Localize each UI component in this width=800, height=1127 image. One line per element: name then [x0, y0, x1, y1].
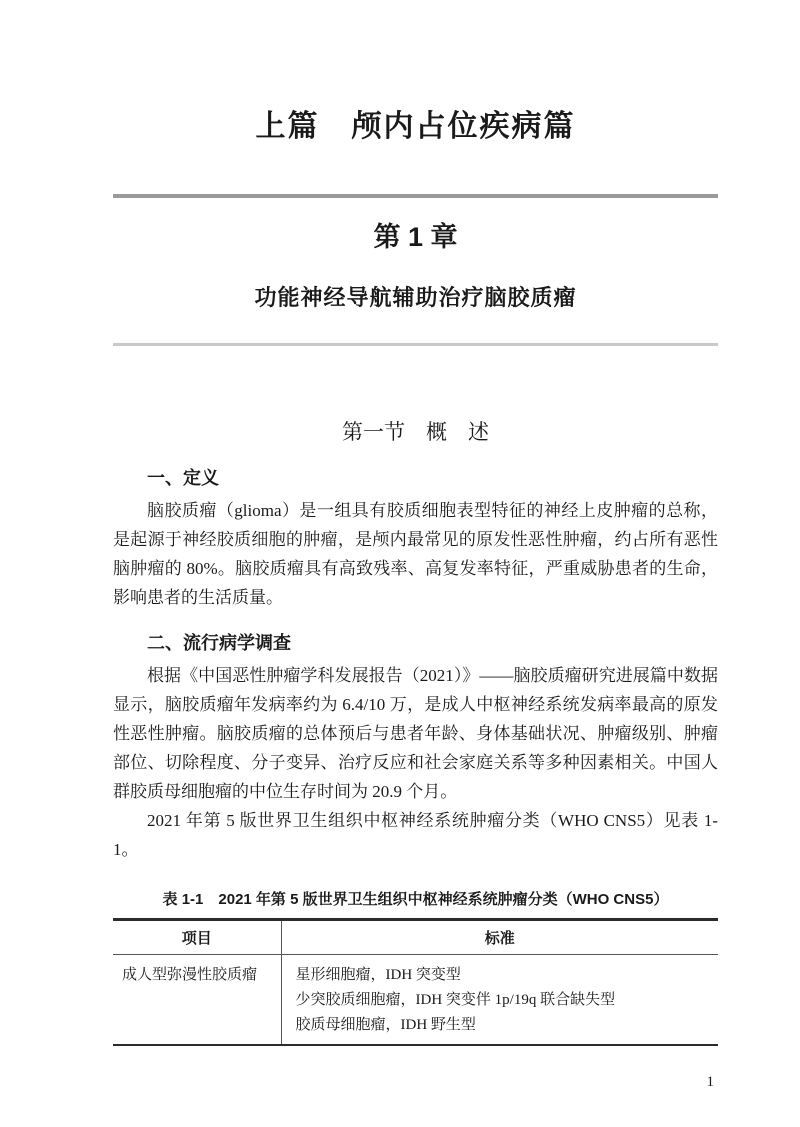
table-header-item: 项目 — [113, 920, 281, 955]
paragraph-epidemiology: 根据《中国恶性肿瘤学科发展报告（2021）》——脑胶质瘤研究进展篇中数据显示，脑胶质瘤年发病率约为 6.4/10 万，是成人中枢神经系统发病率最高的原发性恶性肿瘤。脑胶质瘤的总体预后与患者年龄、身体基础状况、肿瘤级别、肿瘤部位、切除程度、分子变异、治疗反应和社会家庭关系等多种因素相关。中国人群胶质母细胞瘤的中位生存时间为 20.9 个月。 — [113, 666, 718, 801]
subheading-epidemiology: 二、流行病学调查 — [147, 633, 291, 653]
table-cell-criteria — [281, 955, 718, 1046]
part-title: 上篇 颅内占位疾病篇 — [255, 110, 576, 143]
table-header — [113, 920, 718, 955]
table-row — [113, 955, 718, 1046]
subheading-definition: 一、定义 — [147, 468, 219, 488]
paragraph-who-classification: 2021 年第 5 版世界卫生组织中枢神经系统肿瘤分类（WHO CNS5）见表 1-1。 — [113, 811, 718, 859]
table-header-criteria: 标准 — [281, 920, 718, 955]
page-number: 1 — [706, 1074, 714, 1090]
divider-above-chapter — [113, 194, 718, 198]
who-cns5-table — [113, 918, 718, 1046]
criteria-line: 少突胶质细胞瘤，IDH 突变伴 1p/19q 联合缺失型 — [295, 992, 616, 1008]
criteria-line: 胶质母细胞瘤，IDH 野生型 — [295, 1017, 476, 1033]
section-title: 第一节 概 述 — [342, 420, 489, 444]
table-header-row — [113, 920, 718, 955]
chapter-number: 第 1 章 — [373, 222, 458, 252]
criteria-line: 星形细胞瘤，IDH 突变型 — [295, 967, 461, 983]
divider-below-chapter — [113, 343, 718, 346]
chapter-title: 功能神经导航辅助治疗脑胶质瘤 — [254, 285, 577, 310]
paragraph-definition: 脑胶质瘤（glioma）是一组具有胶质细胞表型特征的神经上皮肿瘤的总称，是起源于神经胶质细胞的肿瘤，是颅内最常见的原发性恶性肿瘤，约占所有恶性脑肿瘤的 80%。脑胶质瘤具有高致残率、高复发率特征，严重威胁患者的生命，影响患者的生活质量。 — [113, 501, 718, 607]
table-cell-item: 成人型弥漫性胶质瘤 — [113, 955, 281, 1046]
table-caption: 表 1-1 2021 年第 5 版世界卫生组织中枢神经系统肿瘤分类（WHO CNS5） — [162, 891, 669, 908]
table-body — [113, 955, 718, 1046]
